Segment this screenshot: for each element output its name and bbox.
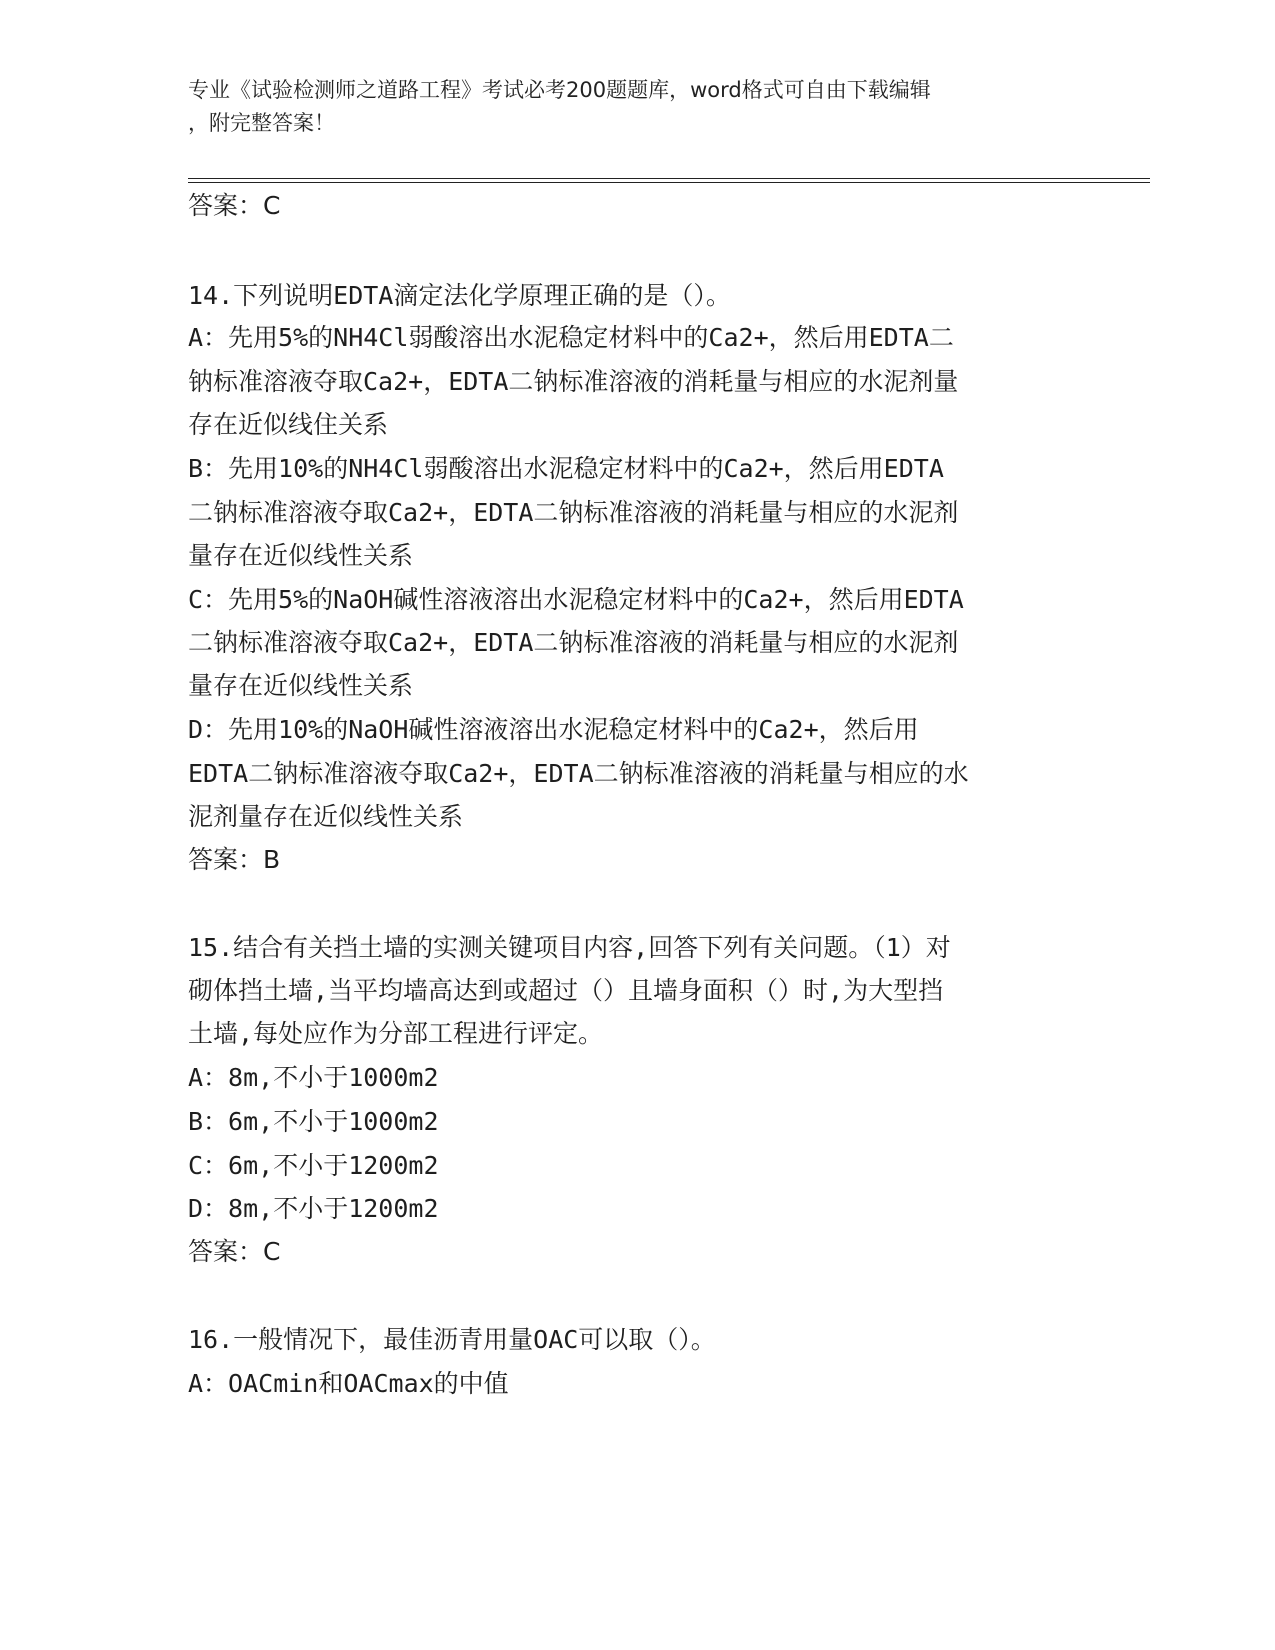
q14-option-d-line-3: 泥剂量存在近似线性关系	[188, 802, 464, 831]
q14-answer: 答案：B	[188, 845, 281, 874]
q16-option-a: A：OACmin和OACmax的中值	[188, 1369, 509, 1398]
q14-option-b-line-2: 二钠标准溶液夺取Ca2+，EDTA二钠标准溶液的消耗量与相应的水泥剂	[188, 498, 959, 527]
q14-option-b-line-1: B：先用10%的NH4Cl弱酸溶出水泥稳定材料中的Ca2+，然后用EDTA	[188, 454, 944, 483]
header-line-1: 专业《试验检测师之道路工程》考试必考200题题库，word格式可自由下载编辑	[188, 78, 931, 102]
prev-answer: 答案：C	[188, 191, 281, 220]
q14-option-a-line-3: 存在近似线住关系	[188, 410, 389, 439]
q14-option-a-line-1: A：先用5%的NH4Cl弱酸溶出水泥稳定材料中的Ca2+，然后用EDTA二	[188, 323, 954, 352]
q14-option-d-line-1: D：先用10%的NaOH碱性溶液溶出水泥稳定材料中的Ca2+，然后用	[188, 715, 919, 744]
header-line-2: ，附完整答案！	[188, 111, 335, 135]
q14-option-c-line-1: C：先用5%的NaOH碱性溶液溶出水泥稳定材料中的Ca2+，然后用EDTA	[188, 585, 964, 614]
q16-question: 16.一般情况下，最佳沥青用量OAC可以取（）。	[188, 1325, 716, 1354]
q14-question: 14.下列说明EDTA滴定法化学原理正确的是（）。	[188, 281, 731, 310]
q15-option-d: D：8m,不小于1200m2	[188, 1194, 439, 1223]
q14-option-a-line-2: 钠标准溶液夺取Ca2+，EDTA二钠标准溶液的消耗量与相应的水泥剂量	[188, 367, 959, 396]
q15-option-b: B：6m,不小于1000m2	[188, 1107, 439, 1136]
q14-option-d-line-2: EDTA二钠标准溶液夺取Ca2+，EDTA二钠标准溶液的消耗量与相应的水	[188, 759, 969, 788]
q14-option-b-line-3: 量存在近似线性关系	[188, 541, 414, 570]
q15-question-line-2: 砌体挡土墙,当平均墙高达到或超过（）且墙身面积（）时,为大型挡	[188, 976, 944, 1005]
q14-option-c-line-2: 二钠标准溶液夺取Ca2+，EDTA二钠标准溶液的消耗量与相应的水泥剂	[188, 628, 959, 657]
header-rule	[188, 178, 1150, 183]
q14-option-c-line-3: 量存在近似线性关系	[188, 671, 414, 700]
q15-option-c: C：6m,不小于1200m2	[188, 1151, 439, 1180]
q15-answer: 答案：C	[188, 1237, 281, 1266]
q15-option-a: A：8m,不小于1000m2	[188, 1063, 439, 1092]
document-header	[188, 74, 1088, 140]
q15-question-line-3: 土墙,每处应作为分部工程进行评定。	[188, 1019, 604, 1048]
q15-question-line-1: 15.结合有关挡土墙的实测关键项目内容,回答下列有关问题。（1）对	[188, 933, 951, 962]
